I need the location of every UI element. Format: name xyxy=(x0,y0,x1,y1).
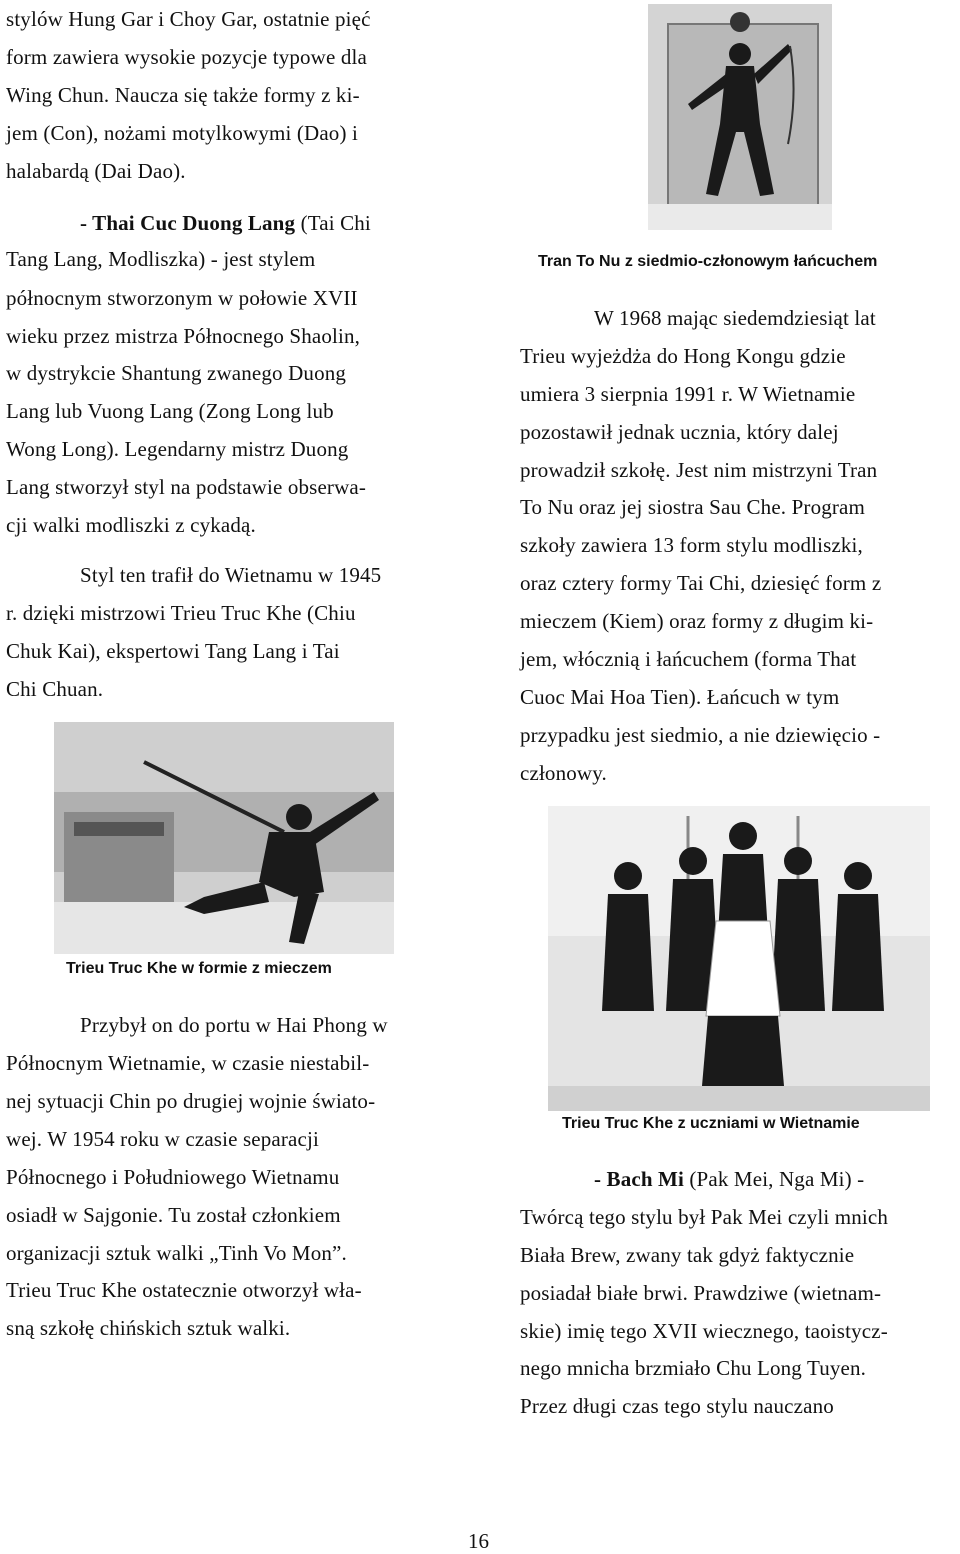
text-line: pozostawił jednak ucznia, który dalej xyxy=(520,420,839,444)
text-line: wieku przez mistrza Północnego Shaolin, xyxy=(6,324,361,348)
text-line: halabardą (Dai Dao). xyxy=(6,159,186,183)
text-line: Przez długi czas tego stylu nauczano xyxy=(520,1394,834,1418)
photo-tran-to-nu-illustration xyxy=(648,4,832,230)
page-number: 16 xyxy=(468,1529,489,1553)
text-line: Wing Chun. Naucza się także formy z ki- xyxy=(6,83,360,107)
text-line: Wong Long). Legendarny mistrz Duong xyxy=(6,437,349,461)
text-line: Chi Chuan. xyxy=(6,677,104,701)
text-line: W 1968 mając siedemdziesiąt lat xyxy=(594,306,876,330)
text-line: oraz cztery formy Tai Chi, dziesięć form z xyxy=(520,571,882,595)
photo-swordsman-illustration xyxy=(54,722,394,954)
text-line: Tang Lang, Modliszka) - jest stylem xyxy=(6,247,316,271)
text-line: Trieu Truc Khe ostatecznie otworzył wła- xyxy=(6,1278,362,1302)
text-line: Biała Brew, zwany tak gdyż faktycznie xyxy=(520,1243,855,1267)
text-line: szkoły zawiera 13 form stylu modliszki, xyxy=(520,533,863,557)
text-line: - Thai Cuc Duong Lang (Tai Chi xyxy=(80,211,371,235)
style-heading: - Thai Cuc Duong Lang xyxy=(80,211,296,235)
photo-tran-to-nu xyxy=(648,4,832,230)
text-line: jem (Con), nożami motylkowymi (Dao) i xyxy=(6,121,358,145)
text-line: przypadku jest siedmio, a nie dziewięcio - xyxy=(520,723,881,747)
text-line: - Bach Mi (Pak Mei, Nga Mi) - xyxy=(594,1167,865,1191)
text-line: stylów Hung Gar i Choy Gar, ostatnie pięć xyxy=(6,7,371,31)
text-line: To Nu oraz jej siostra Sau Che. Program xyxy=(520,495,865,519)
style-heading: - Bach Mi xyxy=(594,1167,685,1191)
text-line: Styl ten trafił do Wietnamu w 1945 xyxy=(80,563,382,587)
text-line: Twórcą tego stylu był Pak Mei czyli mnich xyxy=(520,1205,889,1229)
text-line: Trieu wyjeżdża do Hong Kongu gdzie xyxy=(520,344,846,368)
text-line: osiadł w Sajgonie. Tu został członkiem xyxy=(6,1203,341,1227)
photo-group xyxy=(548,806,930,1111)
text-line: prowadził szkołę. Jest nim mistrzyni Tran xyxy=(520,458,878,482)
text-line: Cuoc Mai Hoa Tien). Łańcuch w tym xyxy=(520,685,840,709)
text-line: Północnym Wietnamie, w czasie niestabil- xyxy=(6,1051,370,1075)
text-line: form zawiera wysokie pozycje typowe dla xyxy=(6,45,367,69)
text-line: Północnego i Południowego Wietnamu xyxy=(6,1165,340,1189)
text-line: północnym stworzonym w połowie XVII xyxy=(6,286,358,310)
text-line: sną szkołę chińskich sztuk walki. xyxy=(6,1316,291,1340)
text-line: nej sytuacji Chin po drugiej wojnie świato- xyxy=(6,1089,376,1113)
text-line: Lang stworzył styl na podstawie obserwa- xyxy=(6,475,366,499)
text-line: w dystrykcie Shantung zwanego Duong xyxy=(6,361,347,385)
text-line: r. dzięki mistrzowi Trieu Truc Khe (Chiu xyxy=(6,601,356,625)
text-line: organizacji sztuk walki „Tinh Vo Mon”. xyxy=(6,1241,347,1265)
text-line: posiadał białe brwi. Prawdziwe (wietnam- xyxy=(520,1281,882,1305)
text-line: jem, włócznią i łańcuchem (forma That xyxy=(520,647,857,671)
text-line: umiera 3 sierpnia 1991 r. W Wietnamie xyxy=(520,382,856,406)
text-line: skie) imię tego XVII wiecznego, taoistycz- xyxy=(520,1319,888,1343)
text-line: Chuk Kai), ekspertowi Tang Lang i Tai xyxy=(6,639,340,663)
text-line: wej. W 1954 roku w czasie separacji xyxy=(6,1127,319,1151)
photo-caption: Trieu Truc Khe z uczniami w Wietnamie xyxy=(562,1115,860,1132)
text-line: Przybył on do portu w Hai Phong w xyxy=(80,1013,388,1037)
photo-caption: Trieu Truc Khe w formie z mieczem xyxy=(66,960,332,977)
photo-caption: Tran To Nu z siedmio-członowym łańcuchem xyxy=(538,253,878,270)
text-line: nego mnicha brzmiało Chu Long Tuyen. xyxy=(520,1356,867,1380)
text-line: Lang lub Vuong Lang (Zong Long lub xyxy=(6,399,334,423)
photo-group-illustration xyxy=(548,806,930,1111)
text-line: cji walki modliszki z cykadą. xyxy=(6,513,256,537)
text-line: mieczem (Kiem) oraz formy z długim ki- xyxy=(520,609,874,633)
photo-swordsman xyxy=(54,722,394,954)
text-line: członowy. xyxy=(520,761,607,785)
